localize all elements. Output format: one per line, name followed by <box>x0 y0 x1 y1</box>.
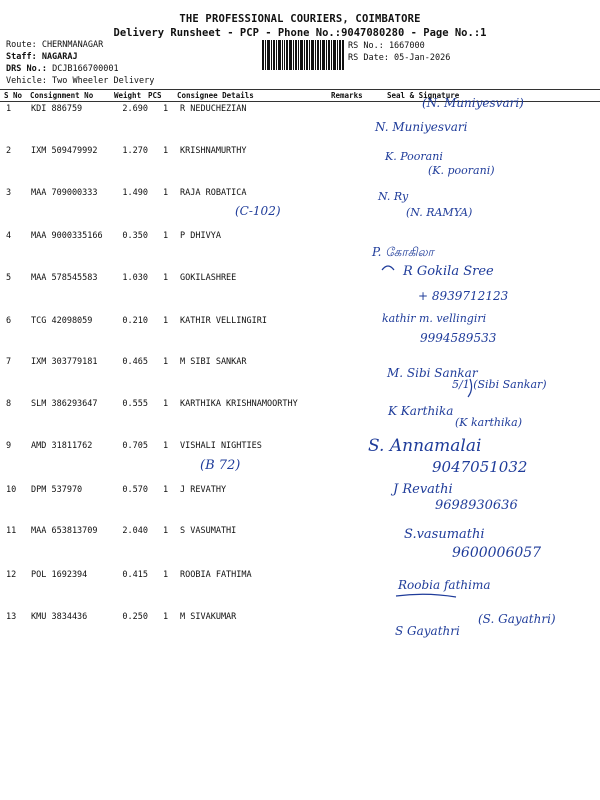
row-pcs: 1 <box>163 570 169 580</box>
col-signature: Seal & Signature <box>387 91 460 100</box>
row-consignment: KDI 886759 <box>31 104 83 114</box>
row-sno: 12 <box>6 570 17 580</box>
row-consignee: M SIVAKUMAR <box>180 612 237 622</box>
row-pcs: 1 <box>163 104 169 114</box>
row-consignment: MAA 709000333 <box>31 188 98 198</box>
row-pcs: 1 <box>163 526 169 536</box>
signature-r6b: 9994589533 <box>420 331 497 345</box>
col-weight: Weight <box>114 91 142 100</box>
row-consignee: ROOBIA FATHIMA <box>180 570 252 580</box>
signature-r3a: N. Ry <box>378 190 409 203</box>
row-consignee: R NEDUCHEZIAN <box>180 104 247 114</box>
row-weight: 1.490 <box>122 188 148 198</box>
row-pcs: 1 <box>163 399 169 409</box>
signature-r8b: (K karthika) <box>455 416 523 429</box>
rs-number: RS No.: 1667000 <box>348 41 425 51</box>
row-weight: 2.690 <box>122 104 148 114</box>
row-sno: 1 <box>6 104 12 114</box>
row-weight: 2.040 <box>122 526 148 536</box>
drs-value: DCJB166700001 <box>52 64 119 74</box>
signature-r5b: R Gokila Sree <box>403 264 494 279</box>
signature-r9b: 9047051032 <box>432 458 528 476</box>
row-consignment: MAA 653813709 <box>31 526 98 536</box>
note-r9: (B 72) <box>200 458 241 473</box>
row-consignment: SLM 386293647 <box>31 399 98 409</box>
row-sno: 6 <box>6 316 12 326</box>
row-sno: 5 <box>6 273 12 283</box>
row-consignment: TCG 42098059 <box>31 316 93 326</box>
rs-date: RS Date: 05-Jan-2026 <box>348 53 451 63</box>
row-weight: 0.350 <box>122 231 148 241</box>
row-consignment: DPM 537970 <box>31 485 83 495</box>
row-sno: 10 <box>6 485 17 495</box>
ink-stroke <box>468 379 472 397</box>
row-weight: 0.415 <box>122 570 148 580</box>
signature-r12a: Roobia fathima <box>398 578 491 592</box>
signature-r8a: K Karthika <box>388 404 454 418</box>
row-consignee: M SIBI SANKAR <box>180 357 247 367</box>
row-weight: 0.705 <box>122 441 148 451</box>
signature-r13a: S Gayathri <box>395 624 460 638</box>
row-pcs: 1 <box>163 188 169 198</box>
signature-r10b: 9698930636 <box>435 498 518 513</box>
row-pcs: 1 <box>163 273 169 283</box>
row-sno: 2 <box>6 146 12 156</box>
row-consignment: POL 1692394 <box>31 570 88 580</box>
signature-r11b: 9600006057 <box>452 545 542 561</box>
note-r3: (C-102) <box>235 204 281 218</box>
signature-r9a: S. Annamalai <box>368 436 482 456</box>
col-consignee: Consignee Details <box>177 91 254 100</box>
row-weight: 1.030 <box>122 273 148 283</box>
col-remarks: Remarks <box>331 91 363 100</box>
row-weight: 0.555 <box>122 399 148 409</box>
signature-r1a: (N. Muniyesvari) <box>422 96 524 110</box>
signature-r13b: (S. Gayathri) <box>478 612 556 626</box>
row-consignee: RAJA ROBATICA <box>180 188 247 198</box>
signature-r6a: kathir m. vellingiri <box>382 312 487 325</box>
col-sno: S No <box>4 91 23 100</box>
row-consignment: AMD 31811762 <box>31 441 93 451</box>
row-pcs: 1 <box>163 357 169 367</box>
row-consignment: MAA 578545583 <box>31 273 98 283</box>
row-sno: 8 <box>6 399 12 409</box>
row-sno: 11 <box>6 526 17 536</box>
row-consignee: S VASUMATHI <box>180 526 237 536</box>
signature-r2a: K. Poorani <box>385 150 443 163</box>
row-weight: 0.570 <box>122 485 148 495</box>
row-consignment: IXM 509479992 <box>31 146 98 156</box>
vehicle-line: Vehicle: Two Wheeler Delivery <box>6 76 155 86</box>
runsheet-subtitle: Delivery Runsheet - PCP - Phone No.:9047080280 - Page No.:1 <box>113 27 487 39</box>
signature-r7a: M. Sibi Sankar <box>387 366 478 380</box>
signature-r2b: (K. poorani) <box>428 164 495 177</box>
signature-r11a: S.vasumathi <box>404 527 485 542</box>
row-sno: 3 <box>6 188 12 198</box>
company-title: THE PROFESSIONAL COURIERS, COIMBATORE <box>179 13 421 25</box>
row-sno: 4 <box>6 231 12 241</box>
row-pcs: 1 <box>163 485 169 495</box>
row-consignee: KARTHIKA KRISHNAMOORTHY <box>180 399 298 409</box>
row-consignee: P DHIVYA <box>180 231 221 241</box>
row-sno: 13 <box>6 612 17 622</box>
row-weight: 1.270 <box>122 146 148 156</box>
staff-line: Staff: NAGARAJ <box>6 52 78 62</box>
signature-r3b: (N. RAMYA) <box>406 206 473 219</box>
ink-stroke <box>382 266 394 270</box>
row-consignee: J REVATHY <box>180 485 227 495</box>
drs-label: DRS No.: <box>6 64 47 74</box>
row-consignee: KRISHNAMURTHY <box>180 146 247 156</box>
signature-r10a: J Revathi <box>393 482 453 497</box>
row-consignee: VISHALI NIGHTIES <box>180 441 262 451</box>
row-weight: 0.210 <box>122 316 148 326</box>
row-consignment: MAA 9000335166 <box>31 231 103 241</box>
row-pcs: 1 <box>163 612 169 622</box>
route-line: Route: CHERNMANAGAR <box>6 40 104 50</box>
signature-r7b: 5/1 (Sibi Sankar) <box>452 378 547 391</box>
row-consignment: KMU 3834436 <box>31 612 88 622</box>
row-pcs: 1 <box>163 231 169 241</box>
signature-r5a: P. கோகிலா <box>372 245 434 259</box>
row-consignee: KATHIR VELLINGIRI <box>180 316 267 326</box>
row-weight: 0.465 <box>122 357 148 367</box>
signature-r5c: + 8939712123 <box>418 289 509 303</box>
row-sno: 9 <box>6 441 12 451</box>
signature-r1b: N. Muniyesvari <box>375 120 468 134</box>
row-sno: 7 <box>6 357 12 367</box>
row-weight: 0.250 <box>122 612 148 622</box>
row-consignee: GOKILASHREE <box>180 273 237 283</box>
row-consignment: IXM 303779181 <box>31 357 98 367</box>
row-pcs: 1 <box>163 441 169 451</box>
col-pcs: PCS <box>148 91 162 100</box>
ink-stroke <box>396 594 456 597</box>
col-consignment: Consignment No <box>30 91 94 100</box>
row-pcs: 1 <box>163 146 169 156</box>
row-pcs: 1 <box>163 316 169 326</box>
